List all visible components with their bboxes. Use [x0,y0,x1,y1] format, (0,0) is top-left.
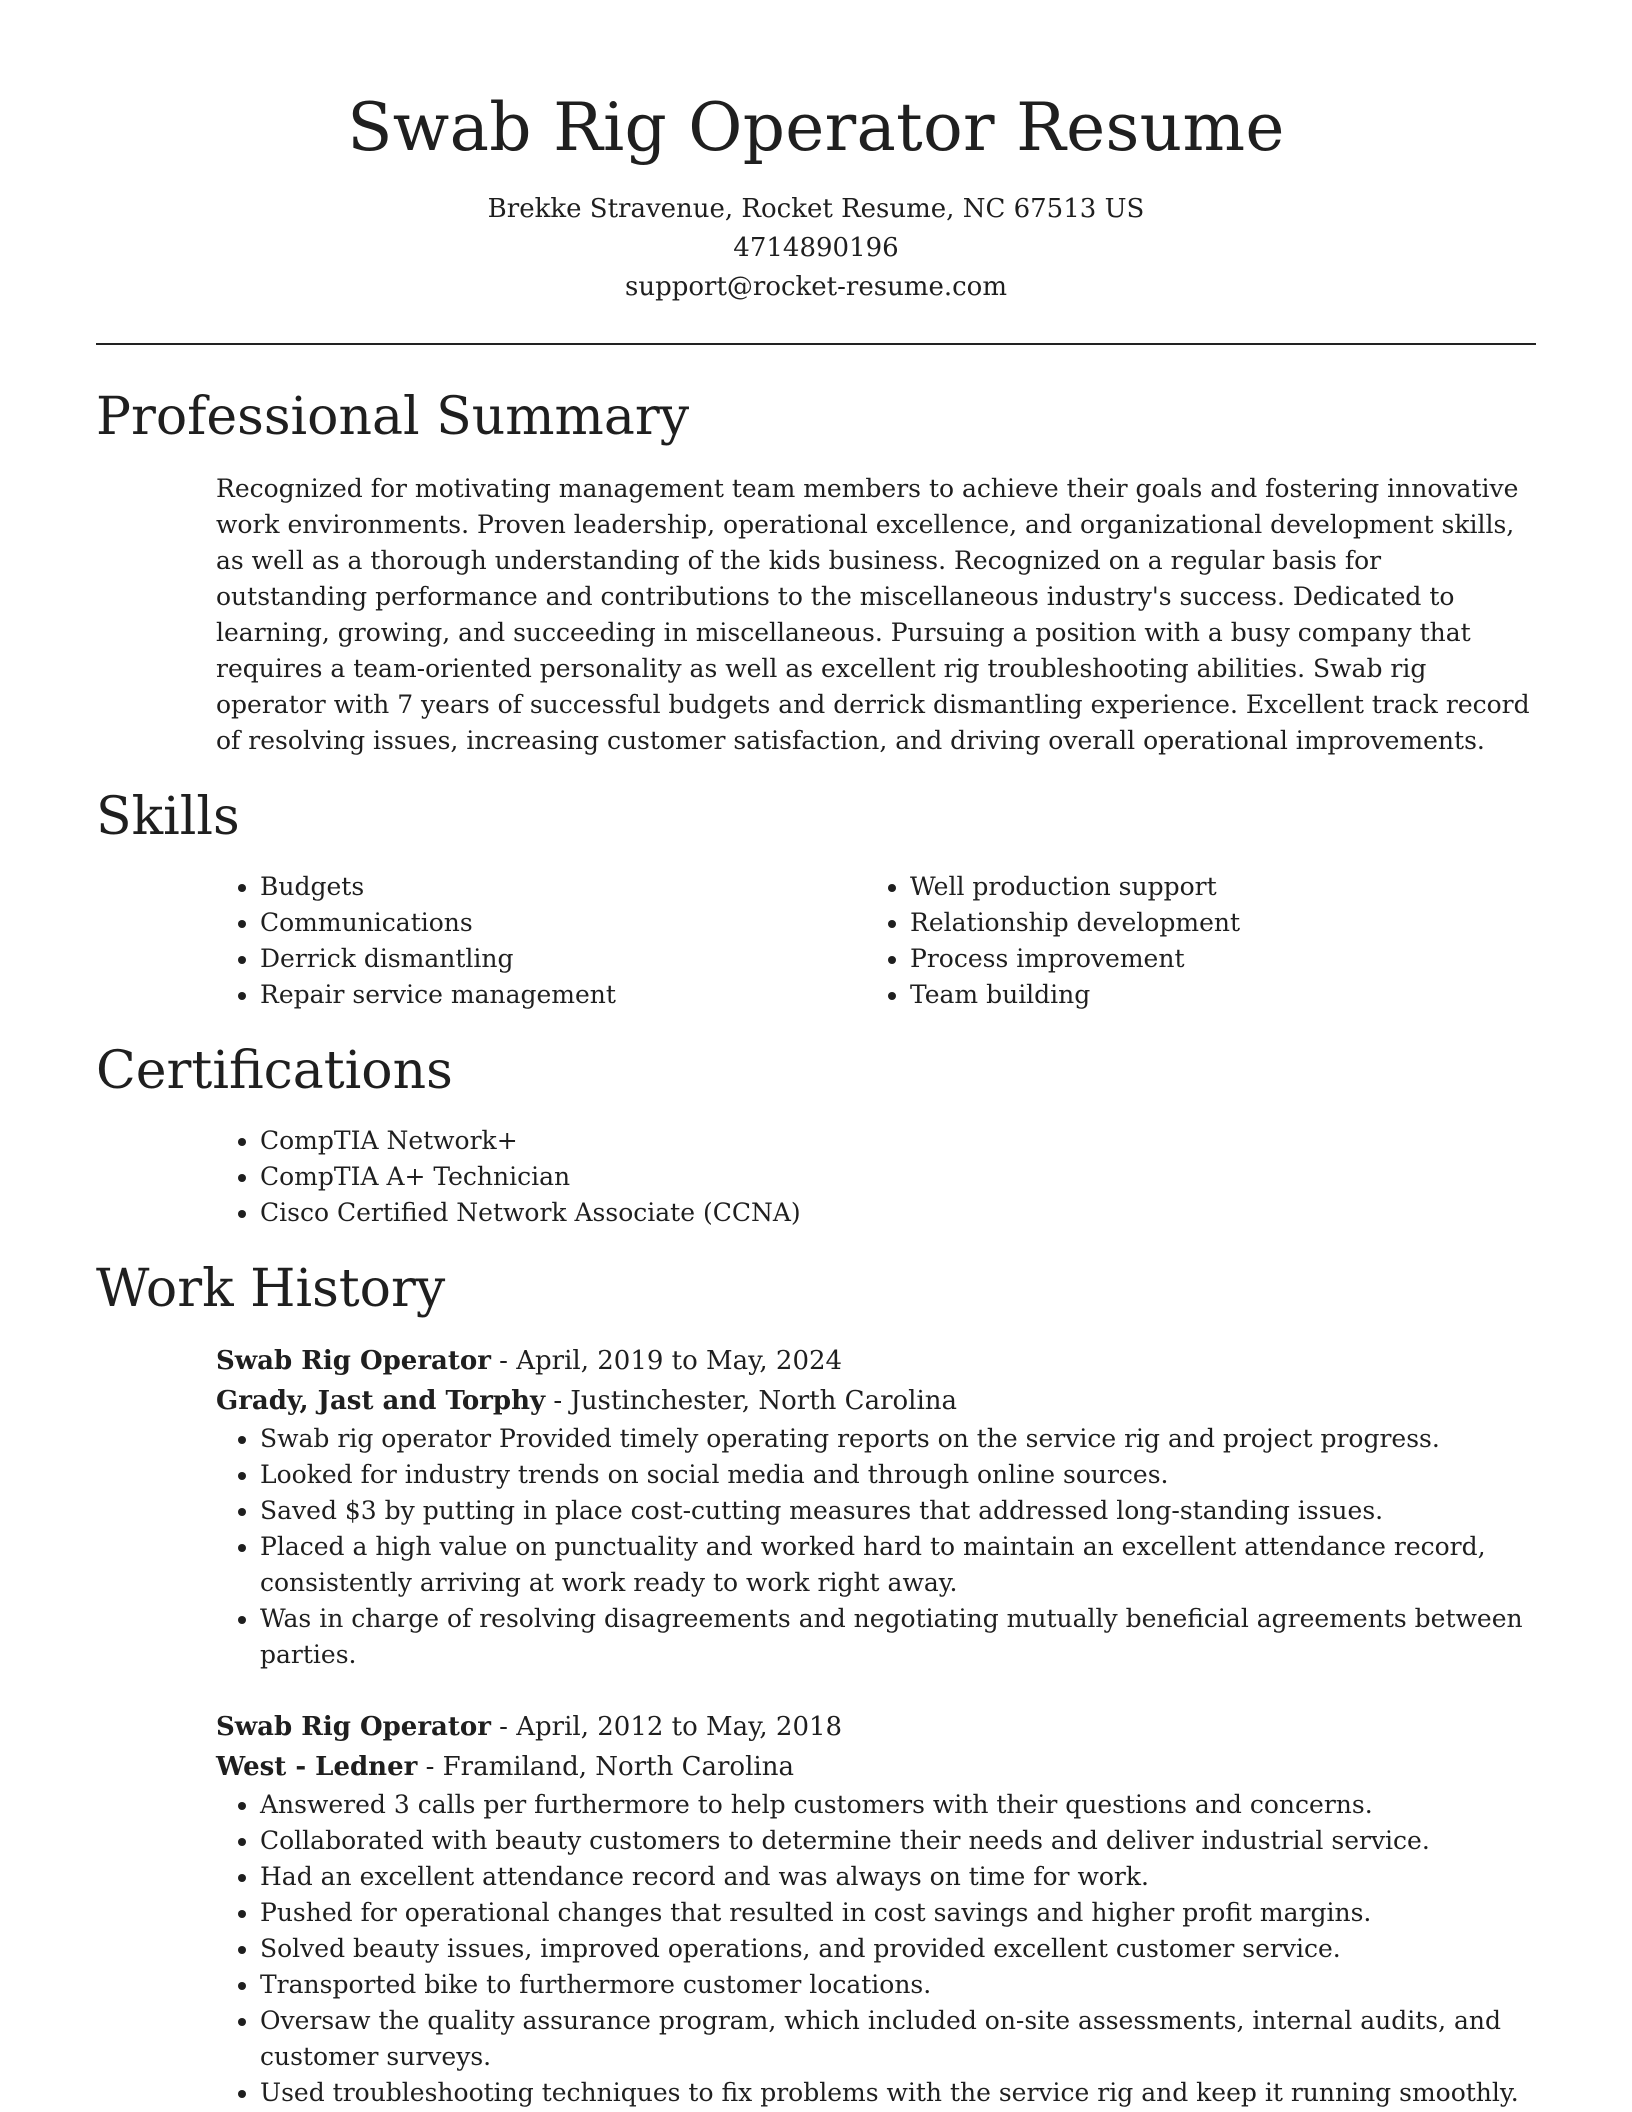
skills-list-right [866,869,1516,1013]
skills-list-left [216,869,866,1013]
job-role: Swab Rig Operator [216,1712,491,1742]
skills-column-right [866,869,1516,1013]
job-company: West - Ledner [216,1752,418,1782]
skill-item: • Repair service management [260,977,866,1013]
certification-item: • Cisco Certified Network Associate (CCNA) [260,1195,1536,1231]
job-duties-list [216,1421,1536,1673]
job-entry [216,1341,1536,1673]
skill-item: • Derrick dismantling [260,941,866,977]
skill-item: • Relationship development [910,905,1516,941]
job-role: Swab Rig Operator [216,1346,491,1376]
skills-column-left [216,869,866,1013]
skill-item: • Process improvement [910,941,1516,977]
job-entry [216,1707,1536,2111]
contact-block [96,190,1536,307]
summary-text: Recognized for motivating management team members to achieve their goals and fostering innovative work environments. Proven leadership, operational excellence, and organizational development skills, as well as a thorough understanding of the kids business. Recognized on a regular basis for outstanding performance and contributions to the miscellaneous industry's success. Dedicated to learning, growing, and succeeding in miscellaneous. Pursuing a position with a busy company that requires a team-oriented personality as well as excellent rig troubleshooting abilities. Swab rig operator with 7 years of successful budgets and derrick dismantling experience. Excellent track record of resolving issues, increasing customer satisfaction, and driving overall operational improvements. [216,474,1530,755]
skills-grid [216,869,1536,1013]
job-company-line [216,1381,1536,1421]
job-duty-item: • Was in charge of resolving disagreements and negotiating mutually beneficial agreements between parties. [260,1601,1536,1673]
job-title-line [216,1707,1536,1747]
skill-item: • Communications [260,905,866,941]
job-duty-item: • Pushed for operational changes that resulted in cost savings and higher profit margins. [260,1895,1536,1931]
job-duty-item: • Saved $3 by putting in place cost-cutting measures that addressed long-standing issues. [260,1493,1536,1529]
job-company: Grady, Jast and Torphy [216,1386,546,1416]
job-duty-item: • Placed a high value on punctuality and worked hard to maintain an excellent attendance record, consistently arriving at work ready to work right away. [260,1529,1536,1601]
job-duty-item: • Had an excellent attendance record and was always on time for work. [260,1859,1536,1895]
contact-address: Brekke Stravenue, Rocket Resume, NC 67513 US [487,194,1145,224]
job-dates: - April, 2019 to May, 2024 [490,1346,843,1376]
job-duty-item: • Looked for industry trends on social media and through online sources. [260,1457,1536,1493]
certifications-heading: Certifications [96,1041,453,1101]
certification-item: • CompTIA Network+ [260,1123,1536,1159]
work-history-heading: Work History [96,1259,446,1319]
job-duty-item: • Solved beauty issues, improved operations, and provided excellent customer service. [260,1931,1536,1967]
job-duty-item: • Used troubleshooting techniques to fix problems with the service rig and keep it running smoothly. [260,2075,1536,2111]
header-divider [96,343,1536,345]
job-dates: - April, 2012 to May, 2018 [490,1712,843,1742]
contact-email: support@rocket-resume.com [624,272,1007,302]
job-duty-item: • Answered 3 calls per furthermore to help customers with their questions and concerns. [260,1787,1536,1823]
job-location: - Justinchester, North Carolina [545,1386,958,1416]
job-duty-item: • Transported bike to furthermore customer locations. [260,1967,1536,2003]
certification-item: • CompTIA A+ Technician [260,1159,1536,1195]
skill-item: • Well production support [910,869,1516,905]
job-duty-item: • Swab rig operator Provided timely operating reports on the service rig and project progress. [260,1421,1536,1457]
job-title-line [216,1341,1536,1381]
resume-page [96,0,1536,2111]
certifications-list [216,1123,1536,1231]
skill-item: • Budgets [260,869,866,905]
contact-phone: 4714890196 [733,233,899,263]
skill-item: • Team building [910,977,1516,1013]
job-duty-item: • Oversaw the quality assurance program, which included on-site assessments, internal audits, and customer surveys. [260,2003,1536,2075]
job-company-line [216,1747,1536,1787]
resume-title: Swab Rig Operator Resume [347,89,1285,166]
job-duties-list [216,1787,1536,2111]
job-location: - Framiland, North Carolina [417,1752,794,1782]
job-duty-item: • Collaborated with beauty customers to determine their needs and deliver industrial service. [260,1823,1536,1859]
skills-heading: Skills [96,787,240,847]
certifications-block [216,1123,1536,1231]
summary-heading: Professional Summary [96,387,690,447]
